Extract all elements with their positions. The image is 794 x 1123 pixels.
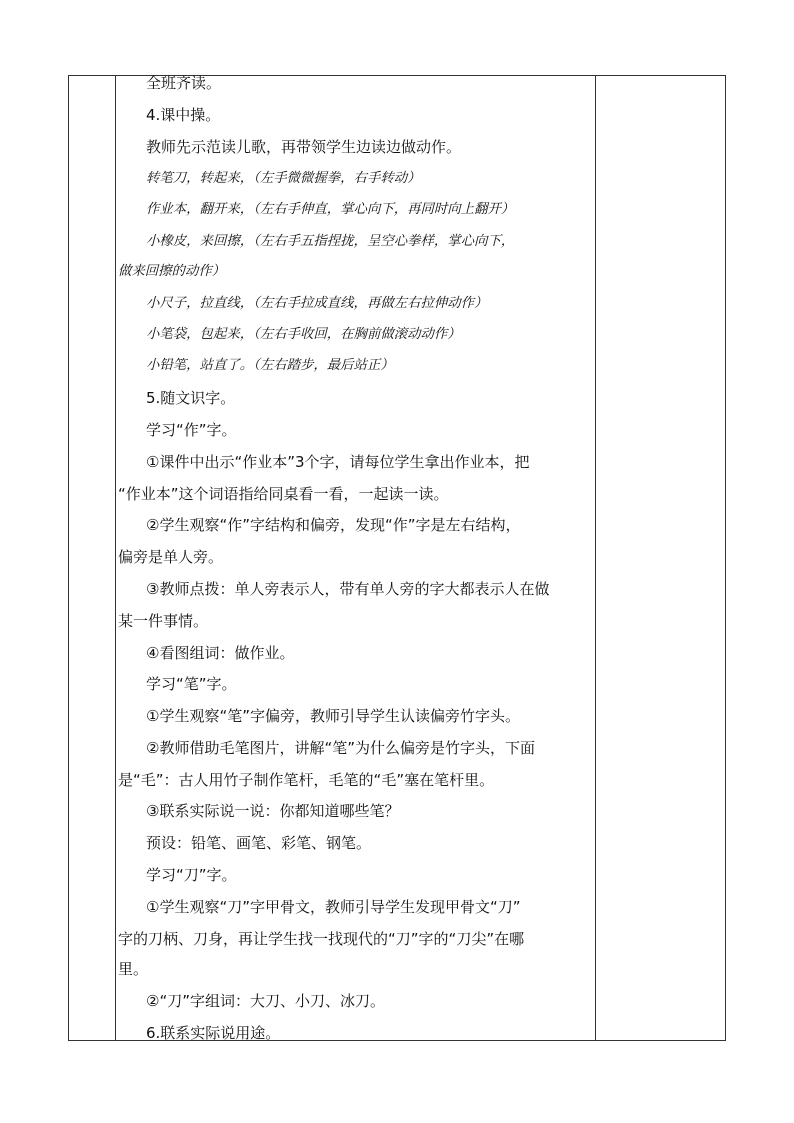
text-line: 6.联系实际说用途。 — [146, 1024, 281, 1042]
text-line: ④看图组词：做作业。 — [146, 644, 295, 662]
text-line: 学习“刀”字。 — [146, 866, 237, 884]
text-line: 字的刀柄、刀身，再让学生找一找现代的“刀”字的“刀尖”在哪 — [118, 930, 525, 948]
text-line: ①学生观察“笔”字偏旁，教师引导学生认读偏旁竹字头。 — [146, 707, 520, 725]
text-line: 小铅笔，站直了。（左右踏步，最后站正） — [146, 358, 394, 373]
text-line: ②学生观察“作”字结构和偏旁，发现“作”字是左右结构， — [146, 516, 521, 534]
text-line: ③教师点拨：单人旁表示人，带有单人旁的字大都表示人在做 — [146, 580, 550, 598]
text-line: ③联系实际说一说：你都知道哪些笔？ — [146, 802, 400, 820]
text-line: ②“刀”字组词：大刀、小刀、冰刀。 — [146, 992, 385, 1010]
text-line: 小尺子，拉直线，（左右手拉成直线，再做左右拉伸动作） — [146, 296, 488, 311]
text-line: 5.随文识字。 — [146, 389, 236, 407]
text-line: 教师先示范读儿歌，再带领学生边读边做动作。 — [146, 138, 462, 156]
text-line: 学习“笔”字。 — [146, 675, 237, 693]
text-line: ②教师借助毛笔图片，讲解“笔”为什么偏旁是竹字头，下面 — [146, 739, 535, 757]
text-line: “作业本”这个词语指给同桌看一看，一起读一读。 — [118, 485, 449, 503]
text-line: 4.课中操。 — [146, 106, 221, 124]
text-line: 里。 — [118, 960, 149, 978]
text-line: 小笔袋，包起来，（左右手收回，在胸前做滚动动作） — [146, 327, 461, 342]
text-line: ①学生观察“刀”字甲骨文，教师引导学生发现甲骨文“刀” — [146, 898, 521, 916]
text-line: 学习“作”字。 — [146, 421, 237, 439]
text-line: 作业本，翻开来，（左右手伸直，掌心向下，再同时向上翻开） — [146, 202, 515, 217]
text-line: 预设：铅笔、画笔、彩笔、钢笔。 — [146, 834, 372, 852]
column-divider — [115, 76, 116, 1040]
text-line: 偏旁是单人旁。 — [118, 548, 224, 566]
text-line: ①课件中出示“作业本”3个字，请每位学生拿出作业本，把 — [146, 453, 530, 471]
text-line: 小橡皮，来回擦，（左右手五指捏拢，呈空心拳样，掌心向下， — [146, 234, 515, 249]
text-line: 转笔刀，转起来，（左手微微握拳，右手转动） — [146, 171, 421, 186]
text-line: 全班齐读。 — [146, 74, 222, 92]
text-line: 是“毛”：古人用竹子制作笔杆，毛笔的“毛”塞在笔杆里。 — [118, 771, 495, 789]
column-divider — [595, 76, 596, 1040]
text-line: 做来回擦的动作） — [118, 264, 226, 279]
text-line: 某一件事情。 — [118, 612, 209, 630]
